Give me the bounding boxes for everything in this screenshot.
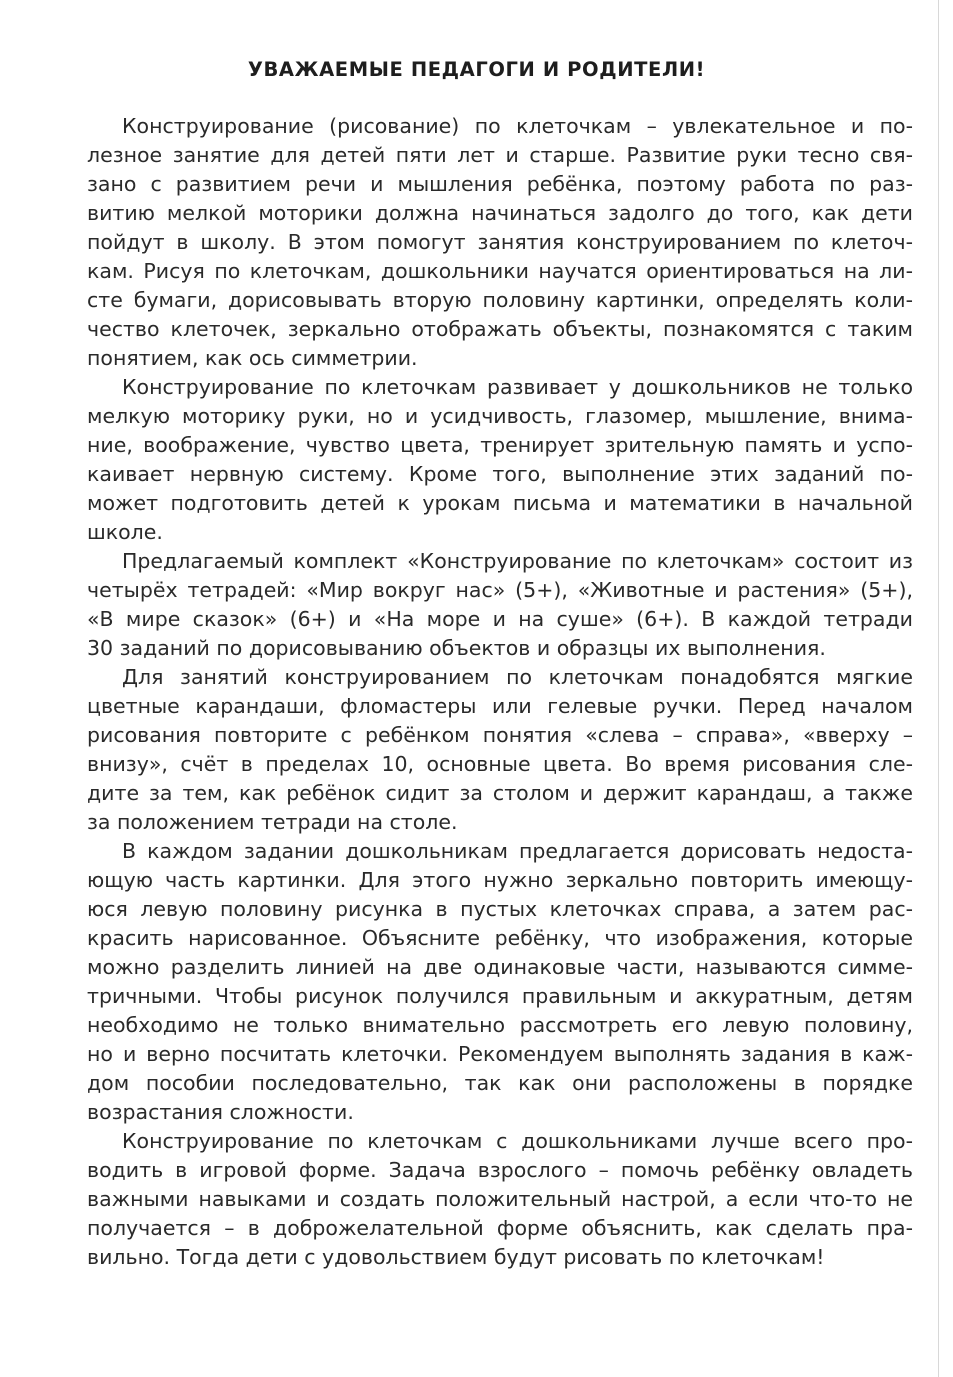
paragraph-line: Конструирование по клеточкам с дошкольниками лучше всего про-	[122, 1129, 913, 1153]
paragraph-line: каивает нервную систему. Кроме того, выполнение этих заданий по-	[87, 462, 913, 486]
paragraph-line: витию мелкой моторики должна начинаться задолго до того, как дети	[87, 201, 913, 225]
paragraph-line: лезное занятие для детей пяти лет и старше. Развитие руки тесно свя-	[87, 143, 913, 167]
paragraph-line: цветные карандаши, фломастеры или гелевые ручки. Перед началом	[87, 694, 913, 718]
paragraph-line: 30 заданий по дорисовыванию объектов и образцы их выполнения.	[87, 636, 826, 660]
paragraph-line: можно разделить линией на две одинаковые части, называются симме-	[87, 955, 913, 979]
paragraph-line: внизу», счёт в пределах 10, основные цвета. Во время рисования сле-	[87, 752, 913, 776]
paragraph-line: «В мире сказок» (6+) и «На море и на суше» (6+). В каждой тетради	[87, 607, 913, 631]
paragraph-line: четырёх тетрадей: «Мир вокруг нас» (5+), «Животные и растения» (5+),	[87, 578, 913, 602]
paragraph-line: кам. Рисуя по клеточкам, дошкольники научатся ориентироваться на ли-	[87, 259, 913, 283]
paragraph-line: пойдут в школу. В этом помогут занятия конструированием по клеточ-	[87, 230, 913, 254]
paragraph-line: дом пособии последовательно, так как они расположены в порядке	[87, 1071, 913, 1095]
paragraph-line: Предлагаемый комплект «Конструирование по клеточкам» состоит из	[122, 549, 913, 573]
paragraph-line: рисования повторите с ребёнком понятия «слева – справа», «вверху –	[87, 723, 913, 747]
paragraph-line: В каждом задании дошкольникам предлагается дорисовать недоста-	[122, 839, 913, 863]
paragraph-line: сте бумаги, дорисовывать вторую половину картинки, определять коли-	[87, 288, 913, 312]
paragraph-4	[87, 663, 913, 837]
paragraph-line: получается – в доброжелательной форме объяснить, как сделать пра-	[87, 1216, 913, 1240]
paragraph-line: возрастания сложности.	[87, 1100, 354, 1124]
paragraph-line: мелкую моторику руки, но и усидчивость, глазомер, мышление, внима-	[87, 404, 913, 428]
paragraph-line: за положением тетради на столе.	[87, 810, 458, 834]
paragraph-line: Конструирование (рисование) по клеточкам – увлекательное и по-	[122, 114, 913, 138]
paragraph-line: дите за тем, как ребёнок сидит за столом и держит карандаш, а также	[87, 781, 913, 805]
paragraph-line: тричными. Чтобы рисунок получился правильным и аккуратным, детям	[87, 984, 913, 1008]
paragraph-line: может подготовить детей к урокам письма и математики в начальной	[87, 491, 913, 515]
paragraph-line: Конструирование по клеточкам развивает у дошкольников не только	[122, 375, 913, 399]
paragraph-6	[87, 1127, 913, 1272]
paragraph-line: важными навыками и создать положительный настрой, а если что-то не	[87, 1187, 913, 1211]
paragraph-line: юся левую половину рисунка в пустых клеточках справа, а затем рас-	[87, 897, 913, 921]
paragraph-line: ющую часть картинки. Для этого нужно зеркально повторить имеющу-	[87, 868, 913, 892]
paragraph-line: понятием, как ось симметрии.	[87, 346, 418, 370]
paragraph-1	[87, 112, 913, 373]
paragraph-5	[87, 837, 913, 1127]
page-edge-line	[938, 0, 939, 1377]
paragraph-line: необходимо не только внимательно рассмотреть его левую половину,	[87, 1013, 913, 1037]
document-body	[87, 112, 913, 1272]
paragraph-line: Для занятий конструированием по клеточкам понадобятся мягкие	[122, 665, 913, 689]
paragraph-line: водить в игровой форме. Задача взрослого – помочь ребёнку овладеть	[87, 1158, 913, 1182]
paragraph-line: красить нарисованное. Объясните ребёнку, что изображения, которые	[87, 926, 913, 950]
paragraph-line: чество клеточек, зеркально отображать объекты, познакомятся с таким	[87, 317, 913, 341]
page-title: УВАЖАЕМЫЕ ПЕДАГОГИ И РОДИТЕЛИ!	[247, 58, 706, 81]
paragraph-line: но и верно посчитать клеточки. Рекомендуем выполнять задания в каж-	[87, 1042, 913, 1066]
paragraph-line: школе.	[87, 520, 163, 544]
paragraph-3	[87, 547, 913, 663]
paragraph-line: вильно. Тогда дети с удовольствием будут рисовать по клеточкам!	[87, 1245, 825, 1269]
paragraph-line: зано с развитием речи и мышления ребёнка, поэтому работа по раз-	[87, 172, 913, 196]
paragraph-line: ние, воображение, чувство цвета, тренирует зрительную память и успо-	[87, 433, 913, 457]
paragraph-2	[87, 373, 913, 547]
